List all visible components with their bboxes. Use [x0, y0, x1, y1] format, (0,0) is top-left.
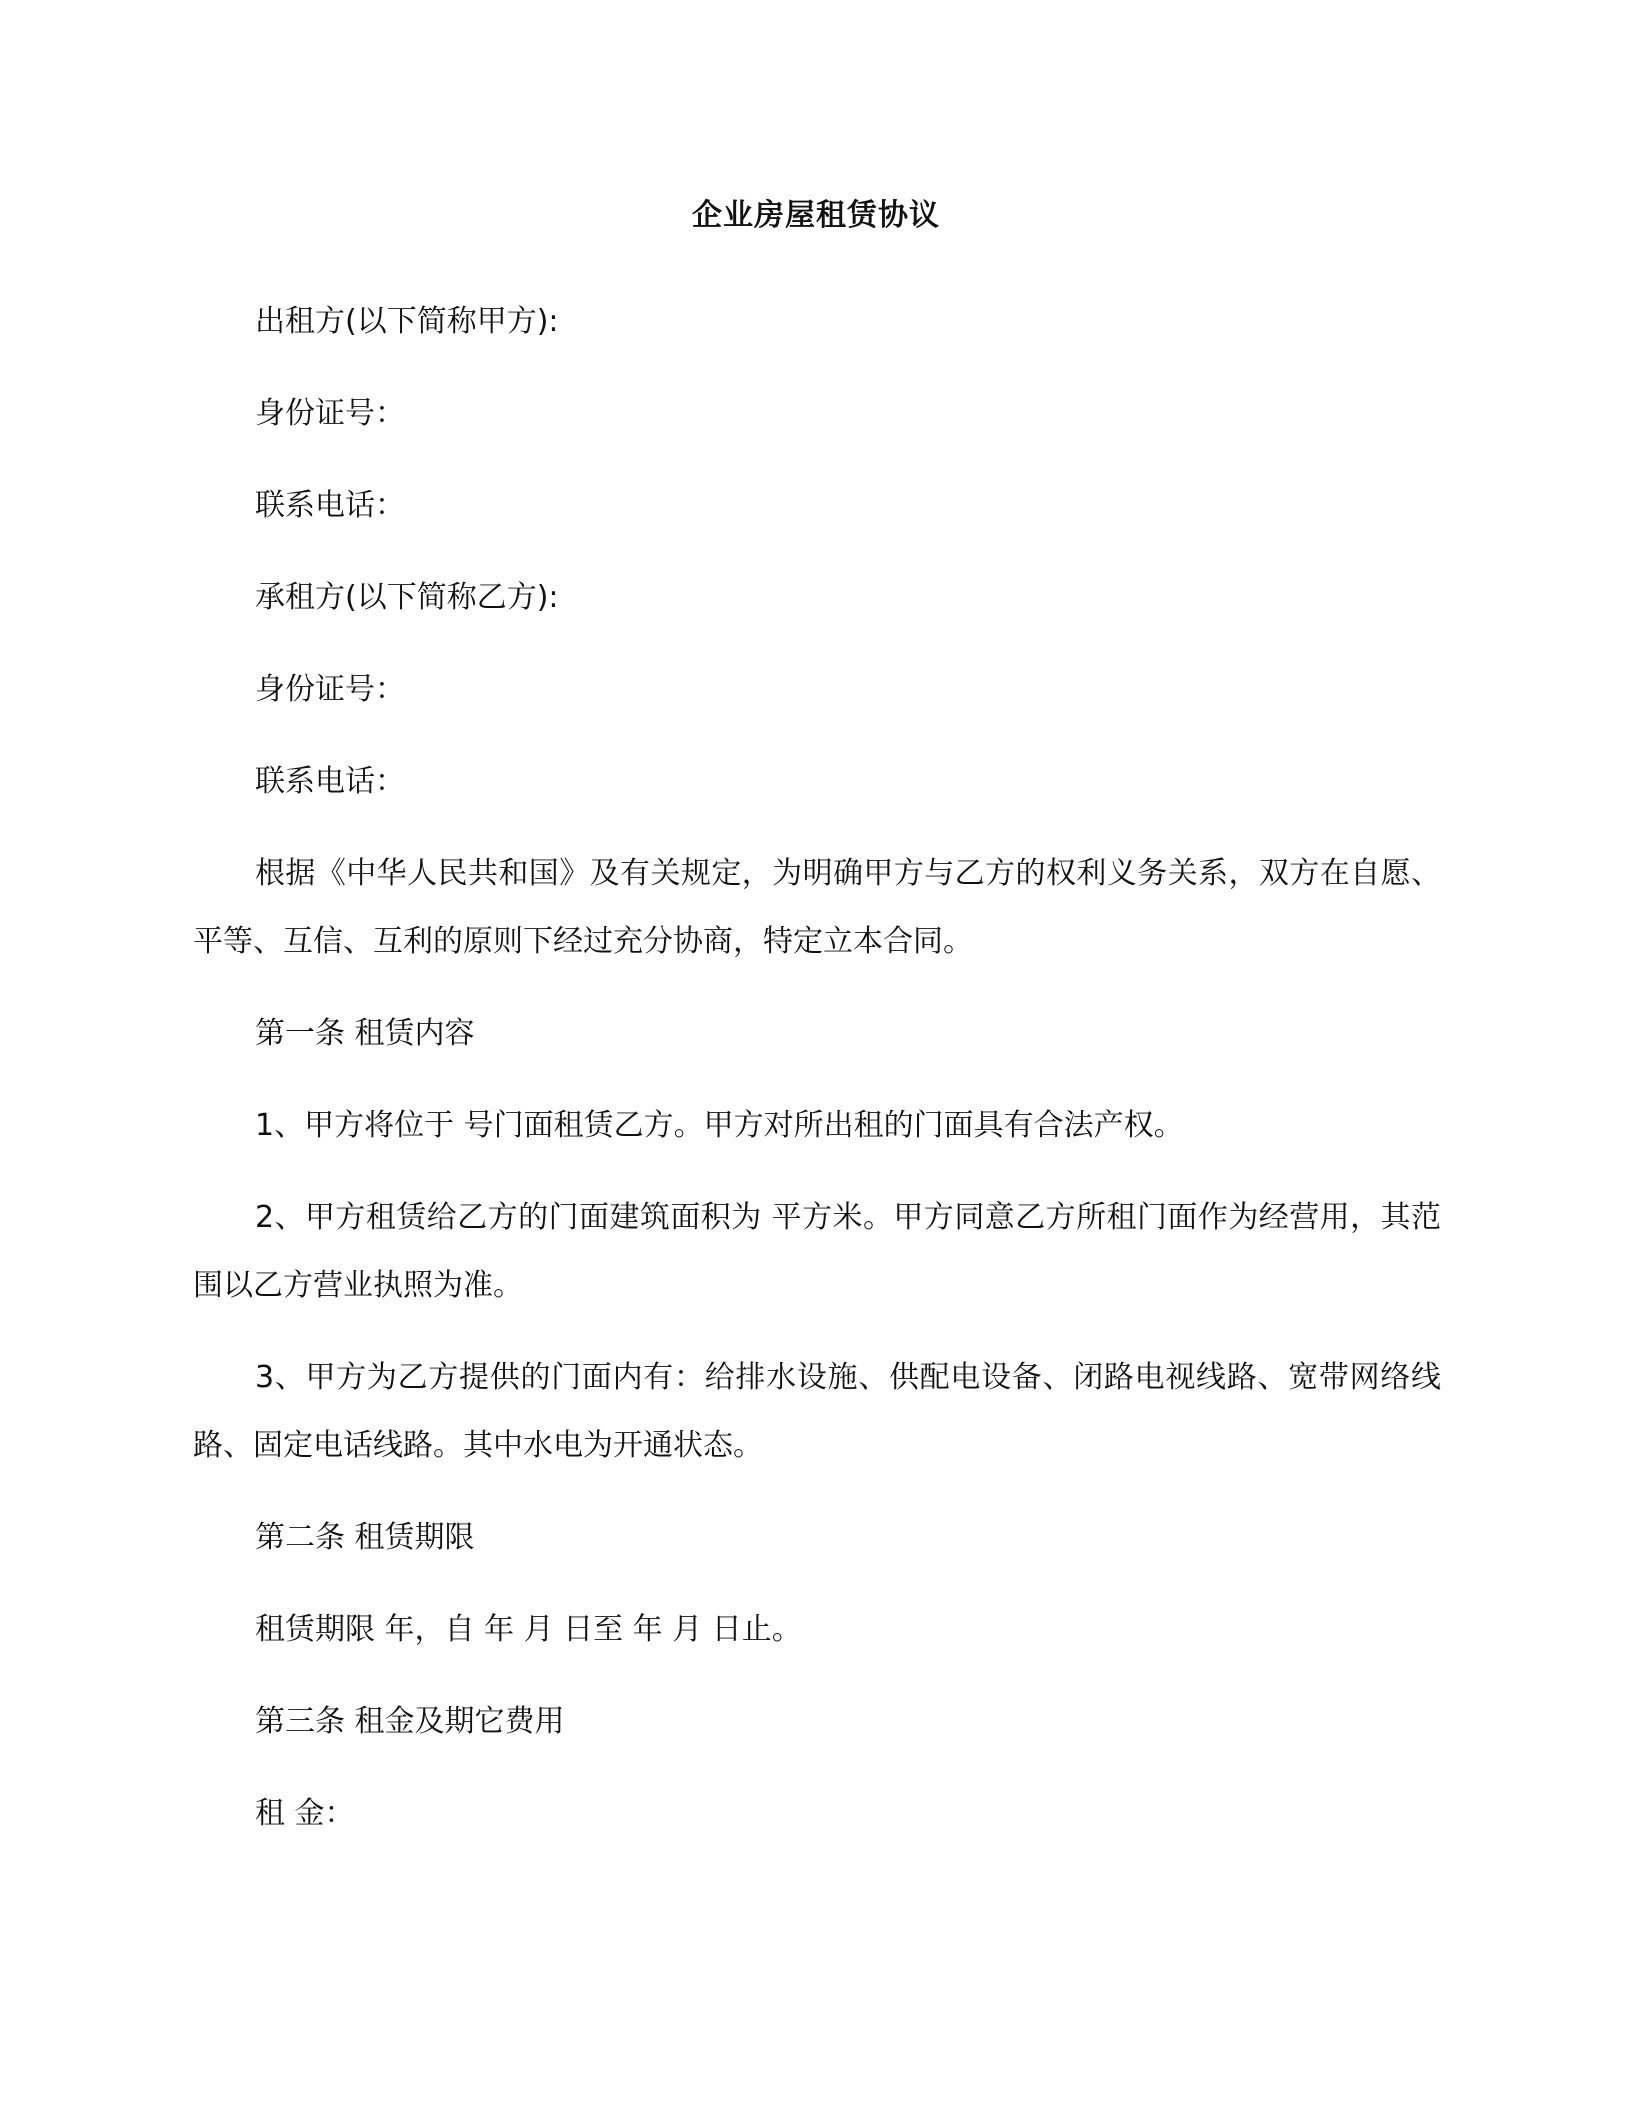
lessor-label: 出租方(以下简称甲方):: [255, 304, 559, 339]
lessee-id-label: 身份证号：: [255, 672, 405, 707]
document-body: [193, 288, 1441, 1872]
article-2-term: 租赁期限 年，自 年 月 日至 年 月 日止。: [255, 1612, 802, 1647]
article-1-clause-1: 1、甲方将位于 号门面租赁乙方。甲方对所出租的门面具有合法产权。: [255, 1108, 1184, 1143]
article-2-heading: 第二条 租赁期限: [255, 1520, 475, 1555]
lessee-label: 承租方(以下简称乙方):: [255, 580, 559, 615]
preamble-paragraph: 根据《中华人民共和国》及有关规定，为明确甲方与乙方的权利义务关系，双方在自愿、平等、互信、互利的原则下经过充分协商，特定立本合同。: [193, 856, 1441, 959]
lessor-id-label: 身份证号：: [255, 396, 405, 431]
rent-label: 租 金：: [255, 1796, 355, 1831]
article-1-clause-3: 3、甲方为乙方提供的门面内有：给排水设施、供配电设备、闭路电视线路、宽带网络线路、固定电话线路。其中水电为开通状态。: [193, 1360, 1441, 1463]
article-1-clause-2: 2、甲方租赁给乙方的门面建筑面积为 平方米。甲方同意乙方所租门面作为经营用，其范围以乙方营业执照为准。: [193, 1200, 1441, 1303]
document-title: 企业房屋租赁协议: [692, 198, 940, 233]
article-1-heading: 第一条 租赁内容: [255, 1016, 475, 1051]
lessee-phone-label: 联系电话：: [255, 764, 405, 799]
lessor-phone-label: 联系电话：: [255, 488, 405, 523]
article-3-heading: 第三条 租金及期它费用: [255, 1704, 565, 1739]
